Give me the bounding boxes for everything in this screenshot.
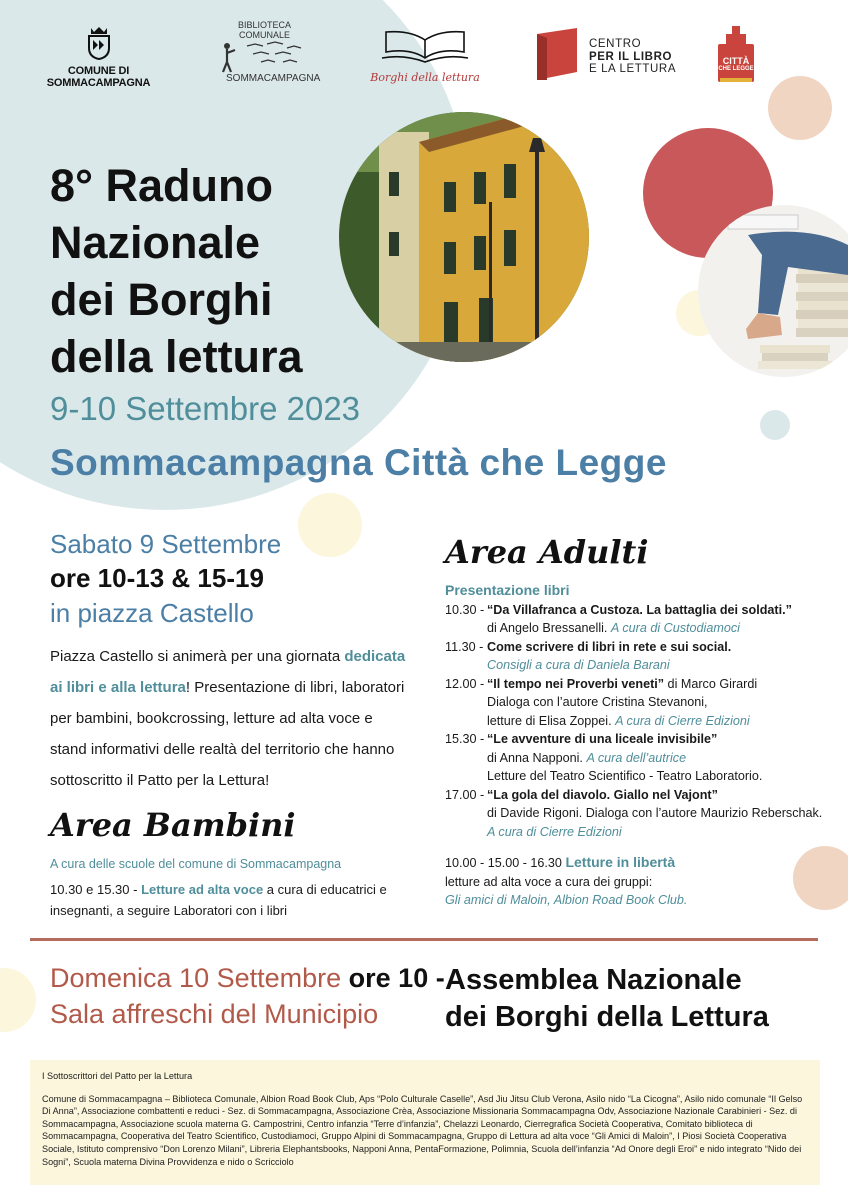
area-bambini-title: Area Bambini bbox=[50, 806, 296, 844]
event-line: Letture del Teatro Scientifico - Teatro Laboratorio. bbox=[487, 769, 763, 783]
flying-books-icon bbox=[217, 40, 313, 74]
event-time: 10.30 - bbox=[445, 602, 485, 617]
event-title bbox=[50, 157, 303, 385]
event-line: di Anna Napponi. bbox=[487, 750, 583, 765]
red-book-icon bbox=[533, 28, 581, 80]
event-title-text: “Il tempo nei Proverbi veneti” bbox=[487, 676, 665, 691]
liberta-times: 10.00 - 15.00 - 16.30 bbox=[445, 856, 566, 870]
decorative-dot-teal-small bbox=[760, 410, 790, 440]
biblioteca-logo-line2: SOMMACAMPAGNA bbox=[226, 73, 321, 84]
event-line: Dialoga con l’autore Cristina Stevanoni, bbox=[487, 695, 708, 709]
assembly-title bbox=[445, 962, 769, 1036]
saturday-section bbox=[50, 527, 410, 796]
city-tagline: Sommacampagna Città che Legge bbox=[50, 442, 667, 483]
sunday-date: Domenica 10 Settembre bbox=[50, 963, 342, 993]
event-title-suffix: di Marco Girardi bbox=[664, 676, 758, 691]
event-credit: Consigli a cura di Daniela Barani bbox=[487, 658, 670, 672]
letture-in-liberta bbox=[445, 853, 835, 910]
saturday-place: in piazza Castello bbox=[50, 598, 254, 628]
event-credit: A cura di Cierre Edizioni bbox=[487, 824, 622, 839]
event-time: 17.00 - bbox=[445, 787, 485, 802]
biblioteca-logo-line1: BIBLIOTECA COMUNALE bbox=[237, 20, 291, 40]
area-adulti-title: Area Adulti bbox=[445, 533, 649, 571]
area-bambini-subtitle: A cura delle scuole del comune di Sommacampagna bbox=[50, 857, 342, 871]
event-credit: A cura di Cierre Edizioni bbox=[615, 713, 750, 728]
liberta-groups: Gli amici di Maloin, Albion Road Book Club. bbox=[445, 893, 688, 907]
title-line-3: dei Borghi bbox=[50, 274, 273, 325]
bambini-time: 10.30 e 15.30 - bbox=[50, 882, 142, 897]
comune-logo-label: COMUNE DI SOMMACAMPAGNA bbox=[46, 65, 151, 89]
event-item bbox=[445, 730, 835, 786]
biblioteca-logo bbox=[212, 20, 321, 84]
sunday-time: ore 10 - bbox=[341, 963, 445, 993]
logo-bar bbox=[0, 20, 848, 90]
saturday-intro bbox=[50, 641, 410, 796]
borghi-logo-label: Borghi della lettura bbox=[370, 71, 480, 84]
event-line: di Davide Rigoni. Dialoga con l’autore Maurizio Reberschak. bbox=[487, 806, 823, 820]
saturday-time: ore 10-13 & 15-19 bbox=[50, 563, 264, 593]
saturday-date: Sabato 9 Settembre bbox=[50, 529, 282, 559]
event-time: 12.00 - bbox=[445, 676, 485, 691]
liberta-title: Letture in libertà bbox=[565, 854, 676, 870]
coat-of-arms-icon bbox=[86, 26, 112, 60]
signers-box bbox=[30, 1060, 820, 1185]
citta-line1: CITTÀ bbox=[722, 56, 750, 66]
event-credit: A cura dell’autrice bbox=[586, 750, 687, 765]
event-line: di Angelo Bressanelli. bbox=[487, 621, 608, 635]
event-time: 11.30 - bbox=[445, 639, 484, 654]
event-item bbox=[445, 601, 835, 638]
borghi-logo bbox=[366, 28, 484, 84]
area-adulti-program bbox=[445, 581, 835, 910]
area-bambini-body bbox=[50, 879, 410, 921]
event-item bbox=[445, 675, 835, 731]
citta-line2: CHE LEGGE bbox=[718, 66, 754, 72]
decorative-dot-cream-left bbox=[0, 968, 36, 1032]
title-line-4: della lettura bbox=[50, 331, 303, 382]
centro-line3: E LA LETTURA bbox=[589, 63, 677, 75]
presentations-heading: Presentazione libri bbox=[445, 582, 570, 598]
title-line-2: Nazionale bbox=[50, 217, 261, 268]
assembly-line-2: dei Borghi della Lettura bbox=[445, 1001, 769, 1033]
open-book-icon bbox=[380, 28, 470, 66]
intro-part2: ! Presentazione di libri, laboratori per bambini, bookcrossing, letture ad alta voce e stand informativi delle realtà del territorio che hanno sottoscritto il Patto per la Lettura! bbox=[50, 679, 405, 789]
section-divider bbox=[30, 938, 818, 941]
event-title-text: “Da Villafranca a Custoza. La battaglia dei soldati.” bbox=[487, 602, 792, 617]
borgo-street-photo bbox=[339, 112, 589, 362]
sunday-place: Sala affreschi del Municipio bbox=[50, 999, 379, 1029]
signers-list: Comune di Sommacampagna – Biblioteca Comunale, Albion Road Book Club, Aps “Polo Culturale Caselle”, Asd Jiu Jitsu Club Verona, Asilo nido “La Cicogna”, Asilo nido comunale “Il Gelso Di Anna”, Associazione combattenti e reduci - Sez. di Sommacampagna, Associazione Crèa, Associazione Missionaria Sommacampagna Odv, Associazione Nazionale Carabinieri - Sez. di Sommacampagna, Associazione scuola materna G. Campostrini, Centro infanzia “Terre d’infanzia”, Chelazzi Leonardo, Cierregrafica Società Cooperativa, Comitato biblioteca di Sommacampagna, Cooperativa del Teatro Scientifico, Custodiamoci, Gruppo Alpini di Sommacampagna, Gruppo di Lettura ad alta voce “Gli Amici di Maloin”, I Piosi Società Cooperativa Sociale, Istituto comprensivo “Don Lorenzo Milani”, Libreria Elephantsbooks, Napponi Anna, PentaFormazione, Polimnia, Scuola dell’infanzia “Ad Onore degli Eroi” e nido integrato “Nido dei Sogni”, Scuola materna Divina Provvidenza e nido o Scricciolo bbox=[42, 1093, 803, 1167]
sunday-section bbox=[50, 960, 445, 1032]
event-title-text: Come scrivere di libri in rete e sui social. bbox=[487, 639, 732, 654]
centro-line1: CENTRO bbox=[589, 38, 642, 50]
bambini-rest: a cura di educatrici e insegnanti, a seguire Laboratori con i libri bbox=[50, 882, 387, 918]
event-item bbox=[445, 638, 835, 675]
event-title-text: “La gola del diavolo. Giallo nel Vajont” bbox=[487, 787, 718, 802]
centro-line2: PER IL LIBRO bbox=[589, 50, 673, 63]
intro-highlight: dedicata ai libri e alla lettura bbox=[50, 648, 406, 696]
tower-icon bbox=[716, 26, 756, 84]
citta-che-legge-logo bbox=[716, 26, 756, 89]
event-time: 15.30 - bbox=[445, 732, 485, 746]
signers-title: I Sottoscrittori del Patto per la Lettura bbox=[42, 1071, 193, 1081]
event-dates: 9-10 Settembre 2023 bbox=[50, 390, 361, 427]
liberta-line: letture ad alta voce a cura dei gruppi: bbox=[445, 874, 653, 889]
title-line-1: 8° Raduno bbox=[50, 160, 274, 211]
event-item bbox=[445, 786, 835, 842]
intro-part1: Piazza Castello si animerà per una giornata bbox=[50, 648, 345, 665]
assembly-line-1: Assemblea Nazionale bbox=[445, 964, 742, 996]
comune-logo bbox=[26, 26, 171, 89]
event-line: letture di Elisa Zoppei. bbox=[487, 713, 612, 728]
event-detail bbox=[487, 619, 835, 638]
event-title-text: “Le avventure di una liceale invisibile” bbox=[487, 732, 718, 746]
event-credit: A cura di Custodiamoci bbox=[610, 621, 740, 635]
bambini-highlight: Letture ad alta voce bbox=[141, 882, 264, 897]
